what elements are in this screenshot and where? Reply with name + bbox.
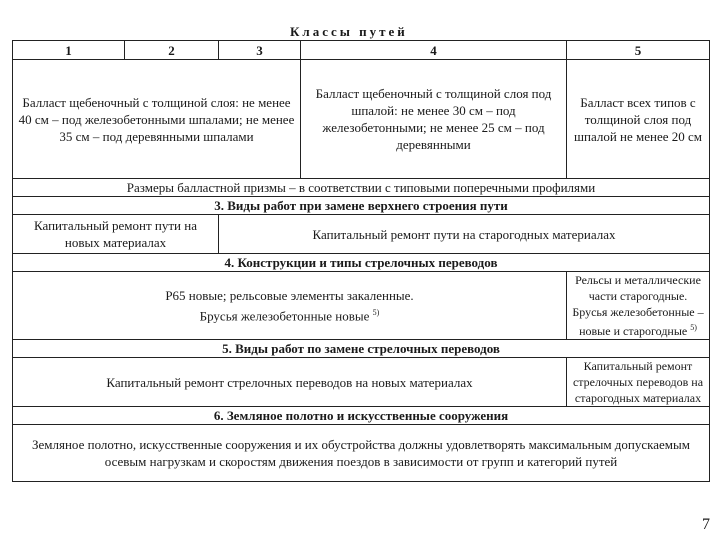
section-5-title: 5. Виды работ по замене стрелочных переводов — [13, 340, 710, 358]
section-4-row — [13, 272, 710, 340]
section-6-title: 6. Земляное полотно и искусственные сооружения — [13, 407, 710, 425]
page-number: 7 — [702, 516, 710, 533]
class-number-cell: 3 — [219, 41, 301, 60]
section-6-row — [13, 425, 710, 482]
table-header-title: Классы путей — [290, 24, 408, 39]
track-classes-table — [12, 40, 710, 482]
class-number-row — [13, 41, 710, 60]
section-4-left — [13, 272, 567, 340]
section-6-heading-row — [13, 407, 710, 425]
section-4-left-line1: Р65 новые; рельсовые элементы закаленные. — [165, 287, 414, 303]
section-4-right-line1: Рельсы и металлические части старогодные. — [575, 273, 701, 303]
section-3-left: Капитальный ремонт пути на новых материалах — [13, 215, 219, 254]
ballast-classes-1-3: Балласт щебеночный с толщиной слоя: не менее 40 см – под железобетонными шпалами; не менее 35 см – под деревянными шпалами — [13, 60, 301, 179]
section-3-title: 3. Виды работ при замене верхнего строения пути — [13, 197, 710, 215]
class-number-cell: 4 — [301, 41, 567, 60]
section-4-right-line2: Брусья железобетонные – новые и старогодные — [572, 305, 704, 338]
section-5-right: Капитальный ремонт стрелочных переводов на старогодных материалах — [567, 358, 710, 407]
section-5-heading-row — [13, 340, 710, 358]
section-5-row — [13, 358, 710, 407]
section-4-title: 4. Конструкции и типы стрелочных переводов — [13, 254, 710, 272]
section-4-left-line2: Брусья железобетонные новые — [199, 308, 370, 324]
footnote-mark: 5) — [690, 323, 697, 332]
section-3-right: Капитальный ремонт пути на старогодных материалах — [219, 215, 710, 254]
prism-row — [13, 179, 710, 197]
class-number-cell: 5 — [567, 41, 710, 60]
section-3-row — [13, 215, 710, 254]
section-3-heading-row — [13, 197, 710, 215]
ballast-class-5: Балласт всех типов с толщиной слоя под шпалой не менее 20 см — [567, 60, 710, 179]
class-number-cell: 2 — [125, 41, 219, 60]
section-4-right — [567, 272, 710, 340]
ballast-class-4: Балласт щебеночный с толщиной слоя под шпалой: не менее 30 см – под железобетонными; не менее 25 см – под деревянными — [301, 60, 567, 179]
section-5-left: Капитальный ремонт стрелочных переводов на новых материалах — [13, 358, 567, 407]
footnote-mark: 5) — [372, 307, 380, 317]
prism-text: Размеры балластной призмы – в соответствии с типовыми поперечными профилями — [13, 179, 710, 197]
section-4-heading-row — [13, 254, 710, 272]
section-6-text: Земляное полотно, искусственные сооружения и их обустройства должны удовлетворять максимальным допускаемым осевым нагрузкам и скоростям движения поездов в зависимости от групп и категорий путей — [13, 425, 710, 482]
ballast-row — [13, 60, 710, 179]
class-number-cell: 1 — [13, 41, 125, 60]
